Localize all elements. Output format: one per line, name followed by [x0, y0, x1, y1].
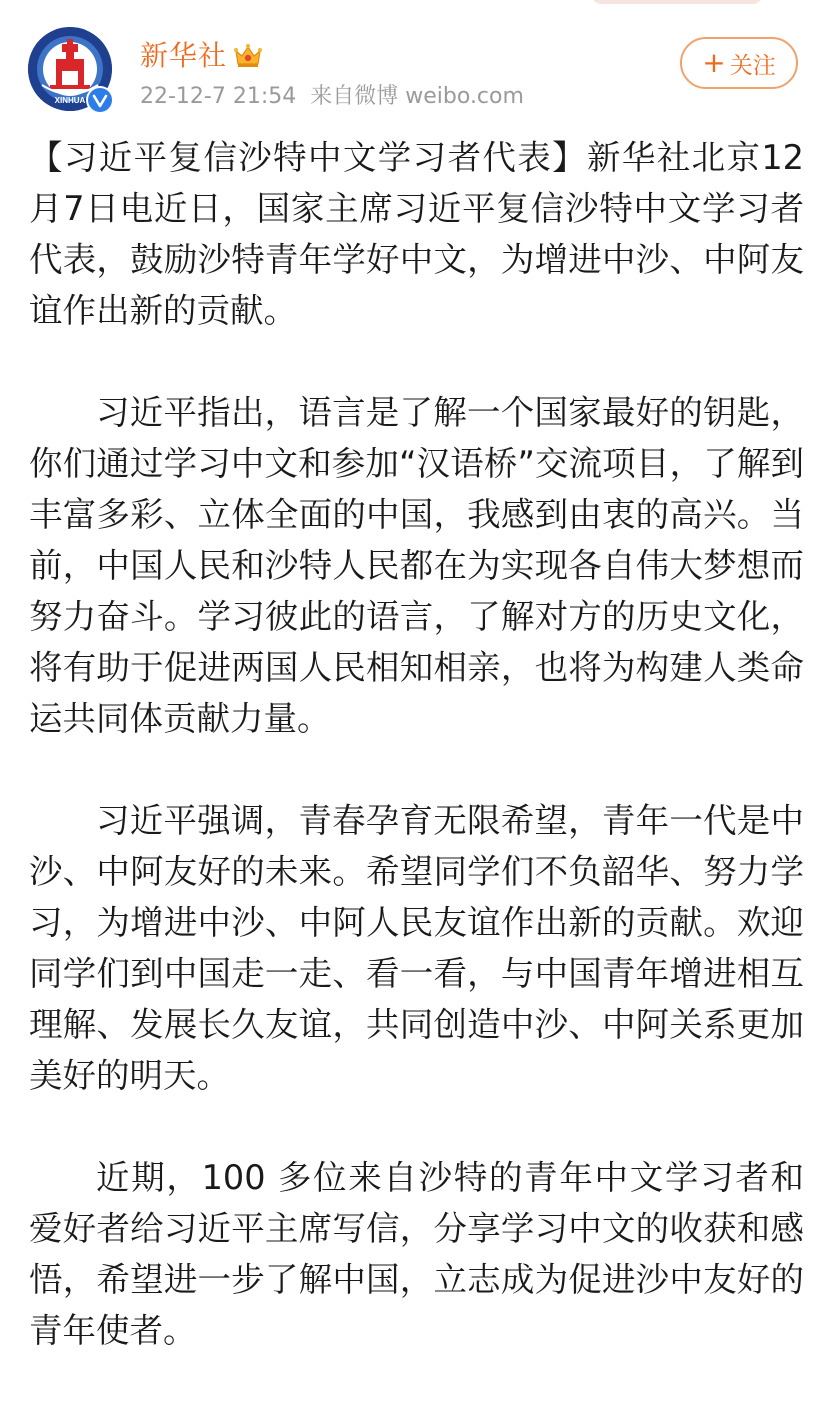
follow-button[interactable] [680, 37, 798, 89]
post-timestamp: 22-12-7 21:54 [140, 84, 297, 109]
post-header [0, 0, 828, 120]
avatar-caption: XINHUA [54, 96, 86, 105]
verified-v-icon [86, 86, 114, 114]
author-name[interactable]: 新华社 [140, 39, 228, 72]
author-name-row [140, 36, 263, 76]
post-paragraph-3: 习近平强调，青春孕育无限希望，青年一代是中沙、中阿友好的未来。希望同学们不负韶华、努力学习，为增进中沙、中阿人民友谊作出新的贡献。欢迎同学们到中国走一走、看一看，与中国青年增进相互理解、发展长久友谊，共同创造中沙、中阿关系更加美好的明天。 [29, 801, 804, 1095]
post-paragraph-4: 近期，100 多位来自沙特的青年中文学习者和爱好者给习近平主席写信，分享学习中文的收获和感悟，希望进一步了解中国，立志成为促进沙中友好的青年使者。 [29, 1158, 804, 1350]
plus-icon: + [702, 46, 726, 79]
post-source[interactable]: 来自微博 weibo.com [310, 84, 524, 109]
post-content [29, 132, 804, 1407]
post-meta [140, 82, 524, 112]
post-paragraph-2: 习近平指出，语言是了解一个国家最好的钥匙，你们通过学习中文和参加“汉语桥”交流项目，了解到丰富多彩、立体全面的中国，我感到由衷的高兴。当前，中国人民和沙特人民都在为实现各自伟大梦想而努力奋斗。学习彼此的语言，了解对方的历史文化，将有助于促进两国人民相知相亲，也将为构建人类命运共同体贡献力量。 [29, 393, 804, 738]
vip-crown-icon [233, 42, 263, 70]
post-paragraph-1: 【习近平复信沙特中文学习者代表】新华社北京12月7日电近日，国家主席习近平复信沙特中文学习者代表，鼓励沙特青年学好中文，为增进中沙、中阿友谊作出新的贡献。 [29, 138, 804, 330]
follow-button-label: 关注 [729, 52, 776, 79]
